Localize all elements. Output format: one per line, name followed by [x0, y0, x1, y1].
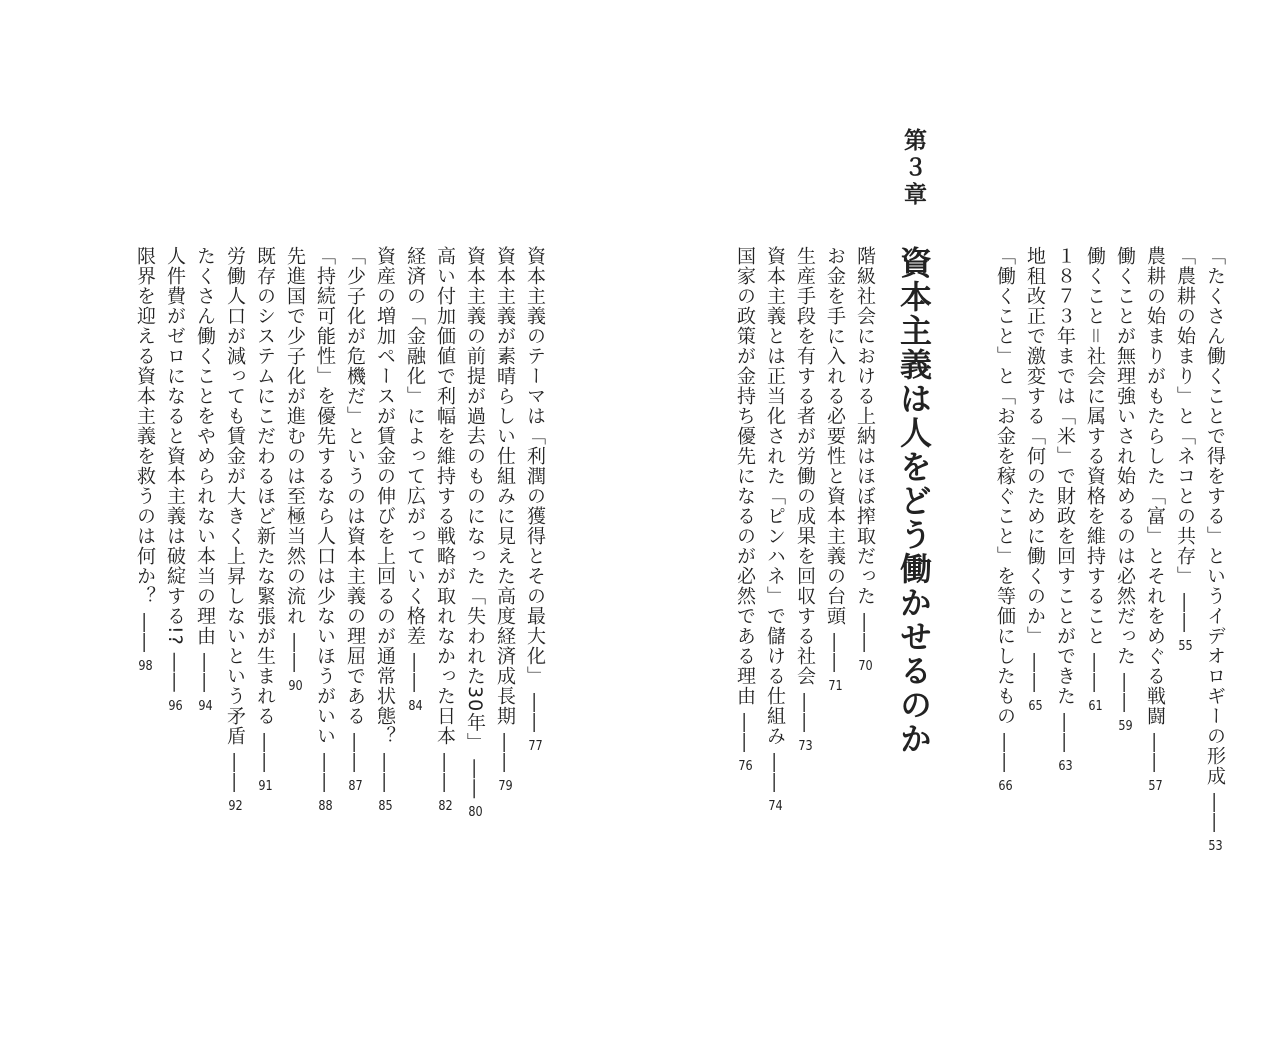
- toc-page-number: 96: [168, 699, 183, 713]
- toc-entry[interactable]: [854, 246, 876, 673]
- toc-page-number: 59: [1118, 720, 1133, 734]
- toc-entry[interactable]: [1174, 246, 1196, 653]
- toc-entry[interactable]: [1114, 246, 1136, 733]
- toc-entry[interactable]: [404, 246, 426, 713]
- toc-page-number: 61: [1088, 700, 1103, 714]
- toc-entry-title: 「農耕の始まり」と「ネコとの共存」 ――: [1174, 246, 1196, 641]
- toc-entry-title: 人件費がゼロになると資本主義は破綻する!? ――: [164, 246, 186, 700]
- toc-page-number: 91: [258, 780, 273, 794]
- toc-page-number: 94: [198, 700, 213, 714]
- toc-entry-title: 先進国で少子化が進むのは至極当然の流れ ――: [284, 246, 306, 681]
- toc-entry[interactable]: [524, 246, 546, 753]
- toc-entry[interactable]: [734, 246, 756, 773]
- toc-entry-title: １８７３年までは「米」で財政を回すことができた ――: [1054, 246, 1076, 761]
- toc-entry-title: 資本主義とは正当化された「ピンハネ」で儲ける仕組み ――: [764, 246, 786, 801]
- toc-entry[interactable]: [764, 246, 786, 813]
- toc-entry-title: 高い付加価値で利幅を維持する戦略が取れなかった日本 ――: [434, 246, 456, 801]
- toc-entry[interactable]: [464, 246, 486, 819]
- toc-entry[interactable]: [1054, 246, 1076, 773]
- toc-page-number: 53: [1208, 840, 1223, 854]
- toc-entry-title: 働くこと＝社会に属する資格を維持すること ――: [1084, 246, 1106, 701]
- chapter-label: 第３章: [900, 128, 926, 209]
- toc-entry-title: 階級社会における上納はほぼ搾取だった ――: [854, 246, 876, 661]
- toc-entry[interactable]: [254, 246, 276, 793]
- toc-entry[interactable]: [1144, 246, 1166, 793]
- toc-entry-title: 経済の「金融化」によって広がっていく格差 ――: [404, 246, 426, 701]
- toc-page-number: 71: [828, 680, 843, 694]
- toc-entry-title: 「持続可能性」を優先するなら人口は少ないほうがいい ――: [314, 246, 336, 801]
- toc-entry-title: 国家の政策が金持ち優先になるのが必然である理由 ――: [734, 246, 756, 761]
- toc-entry[interactable]: [994, 246, 1016, 793]
- toc-page-number: 88: [318, 800, 333, 814]
- toc-page-number: 92: [228, 800, 243, 814]
- toc-entry-title: 資産の増加ペースが賃金の伸びを上回るのが通常状態？ ――: [374, 246, 396, 801]
- toc-entry-title: 資本主義の前提が過去のものになった「失われた30年」 ――: [464, 246, 486, 807]
- toc-entry[interactable]: [374, 246, 396, 813]
- toc-page-number: 90: [288, 680, 303, 694]
- toc-page-number: 82: [438, 800, 453, 814]
- toc-entry-title: 「たくさん働くことで得をする」というイデオロギーの形成 ――: [1204, 246, 1226, 841]
- toc-entry[interactable]: [344, 246, 366, 793]
- toc-page-number: 73: [798, 740, 813, 754]
- toc-entry-title: 既存のシステムにこだわるほど新たな緊張が生まれる ――: [254, 246, 276, 781]
- toc-entry-title: 限界を迎える資本主義を救うのは何か？ ――: [134, 246, 156, 661]
- toc-entry-title: 働くことが無理強いされ始めるのは必然だった ――: [1114, 246, 1136, 721]
- chapter-title[interactable]: 資本主義は人をどう働かせるのか: [895, 246, 933, 756]
- toc-page-number: 79: [498, 780, 513, 794]
- toc-page-number: 63: [1058, 760, 1073, 774]
- toc-entry[interactable]: [494, 246, 516, 793]
- toc-entry-title: 資本主義のテーマは「利潤の獲得とその最大化」 ――: [524, 246, 546, 741]
- toc-page-number: 65: [1028, 700, 1043, 714]
- toc-entry[interactable]: [194, 246, 216, 713]
- toc-entry-title: 生産手段を有する者が労働の成果を回収する社会 ――: [794, 246, 816, 741]
- toc-entry-title: 「少子化が危機だ」というのは資本主義の理屈である ――: [344, 246, 366, 781]
- toc-page-number: 77: [528, 740, 543, 754]
- toc-entry[interactable]: [434, 246, 456, 813]
- toc-page-number: 55: [1178, 640, 1193, 654]
- toc-page-number: 85: [378, 800, 393, 814]
- toc-entry[interactable]: [134, 246, 156, 673]
- toc-entry-title: 資本主義が素晴らしい仕組みに見えた高度経済成長期 ――: [494, 246, 516, 781]
- toc-entry[interactable]: [794, 246, 816, 753]
- toc-entry[interactable]: [1204, 246, 1226, 853]
- toc-entry[interactable]: [1024, 246, 1046, 713]
- toc-entry[interactable]: [1084, 246, 1106, 713]
- toc-page-number: 66: [998, 780, 1013, 794]
- toc-entry-title: 地租改正で激変する「何のために働くのか」 ――: [1024, 246, 1046, 701]
- toc-entry-title: 労働人口が減っても賃金が大きく上昇しないという矛盾 ――: [224, 246, 246, 801]
- toc-page-number: 87: [348, 780, 363, 794]
- toc-page-number: 57: [1148, 780, 1163, 794]
- toc-page-number: 80: [468, 806, 483, 820]
- toc-entry[interactable]: [824, 246, 846, 693]
- toc-entry-title: 農耕の始まりがもたらした「富」とそれをめぐる戦闘 ――: [1144, 246, 1166, 781]
- toc-page-number: 98: [138, 660, 153, 674]
- toc-entry[interactable]: [224, 246, 246, 813]
- toc-entry[interactable]: [164, 246, 186, 713]
- toc-entry[interactable]: [314, 246, 336, 813]
- toc-entry-title: たくさん働くことをやめられない本当の理由 ――: [194, 246, 216, 701]
- toc-page-number: 76: [738, 760, 753, 774]
- toc-entry[interactable]: [284, 246, 306, 693]
- toc-page-number: 70: [858, 660, 873, 674]
- toc-page-number: 74: [768, 800, 783, 814]
- toc-entry-title: 「働くこと」と「お金を稼ぐこと」を等価にしたもの ――: [994, 246, 1016, 781]
- toc-entry-title: お金を手に入れる必要性と資本主義の台頭 ――: [824, 246, 846, 681]
- toc-page-number: 84: [408, 700, 423, 714]
